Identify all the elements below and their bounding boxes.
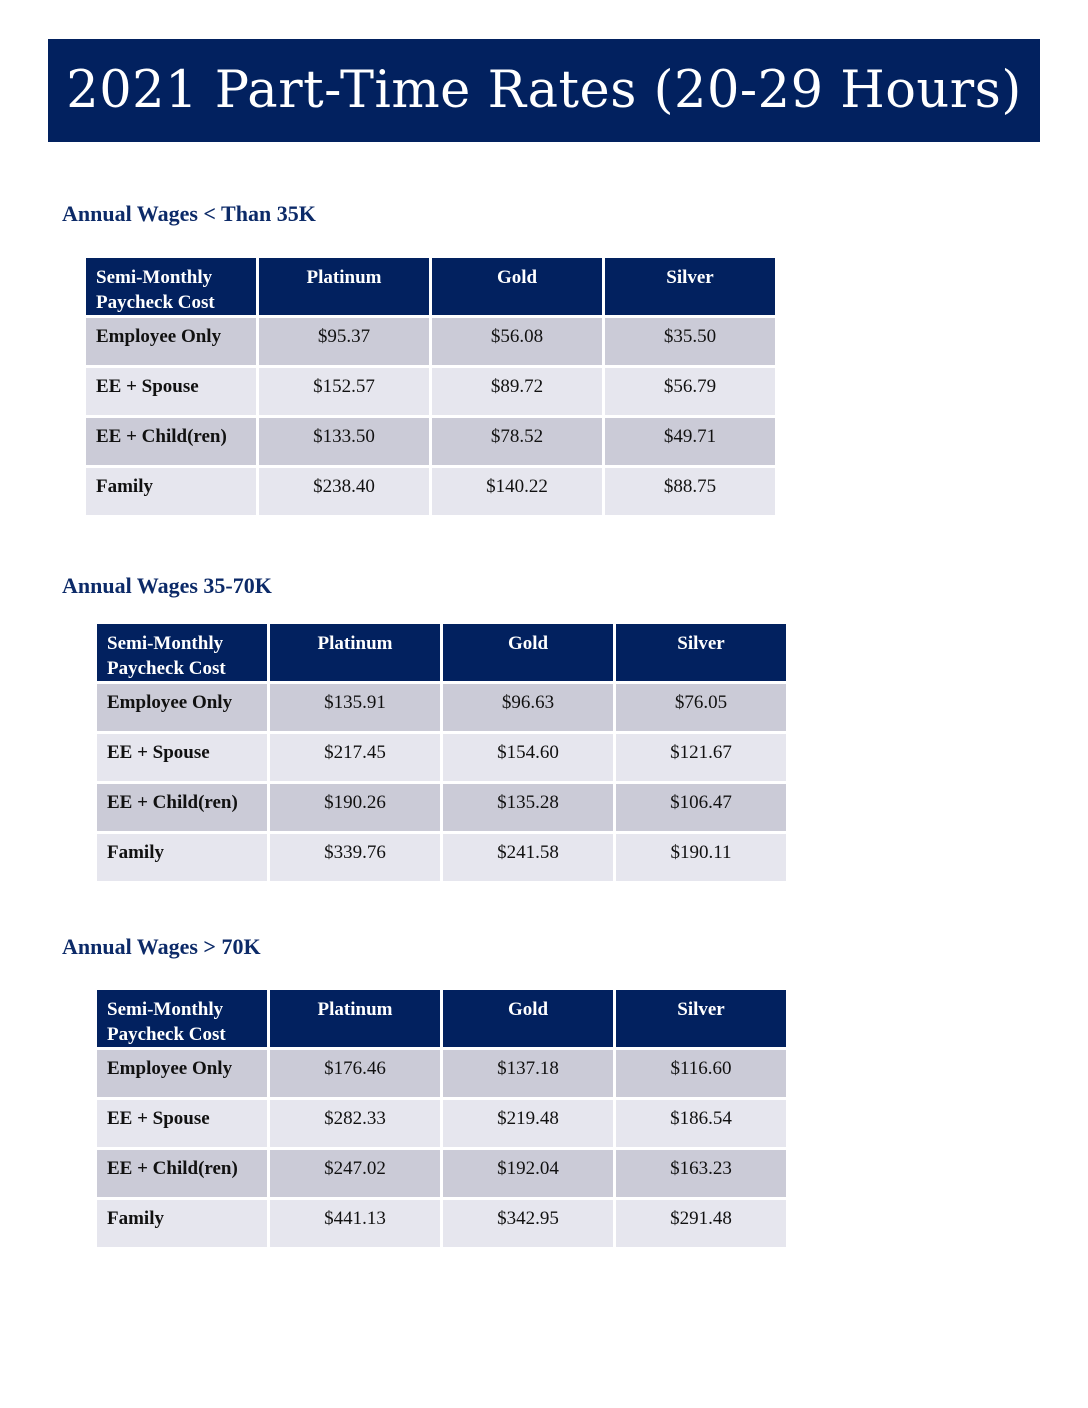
cell-gold: $154.60 bbox=[443, 734, 613, 781]
cell-silver: $88.75 bbox=[605, 468, 775, 515]
table-header-row bbox=[97, 990, 786, 1047]
header-cell-silver: Silver bbox=[616, 990, 786, 1047]
table-row bbox=[97, 684, 786, 731]
header-cell-corner bbox=[86, 258, 256, 315]
cell-silver: $190.11 bbox=[616, 834, 786, 881]
row-label: Family bbox=[97, 1200, 267, 1247]
cell-silver: $121.67 bbox=[616, 734, 786, 781]
cell-silver: $291.48 bbox=[616, 1200, 786, 1247]
cell-platinum: $176.46 bbox=[270, 1050, 440, 1097]
table-header-row bbox=[86, 258, 775, 315]
cell-gold: $192.04 bbox=[443, 1150, 613, 1197]
cell-silver: $163.23 bbox=[616, 1150, 786, 1197]
corner-label-line1: Semi-Monthly bbox=[96, 267, 213, 288]
cell-platinum: $190.26 bbox=[270, 784, 440, 831]
header-cell-gold: Gold bbox=[443, 990, 613, 1047]
cell-silver: $76.05 bbox=[616, 684, 786, 731]
header-cell-gold: Gold bbox=[432, 258, 602, 315]
row-label: EE + Spouse bbox=[86, 368, 256, 415]
cell-silver: $106.47 bbox=[616, 784, 786, 831]
cell-gold: $219.48 bbox=[443, 1100, 613, 1147]
row-label: EE + Child(ren) bbox=[97, 784, 267, 831]
row-label: Family bbox=[97, 834, 267, 881]
cell-gold: $135.28 bbox=[443, 784, 613, 831]
cell-platinum: $441.13 bbox=[270, 1200, 440, 1247]
cell-silver: $56.79 bbox=[605, 368, 775, 415]
corner-label-line2: Paycheck Cost bbox=[107, 658, 226, 679]
cell-gold: $56.08 bbox=[432, 318, 602, 365]
cell-gold: $241.58 bbox=[443, 834, 613, 881]
table-row bbox=[86, 418, 775, 465]
table-row bbox=[97, 1050, 786, 1097]
header-cell-platinum: Platinum bbox=[259, 258, 429, 315]
cell-silver: $49.71 bbox=[605, 418, 775, 465]
cell-gold: $96.63 bbox=[443, 684, 613, 731]
rates-table bbox=[94, 621, 789, 884]
table-row bbox=[86, 318, 775, 365]
row-label: Employee Only bbox=[86, 318, 256, 365]
row-label: EE + Child(ren) bbox=[97, 1150, 267, 1197]
row-label: EE + Child(ren) bbox=[86, 418, 256, 465]
cell-platinum: $247.02 bbox=[270, 1150, 440, 1197]
cell-platinum: $238.40 bbox=[259, 468, 429, 515]
table-row bbox=[97, 1200, 786, 1247]
header-cell-corner bbox=[97, 624, 267, 681]
table-row bbox=[97, 1150, 786, 1197]
corner-label-line2: Paycheck Cost bbox=[107, 1024, 226, 1045]
table-row bbox=[97, 784, 786, 831]
table-row bbox=[86, 468, 775, 515]
table-row bbox=[97, 734, 786, 781]
title-banner bbox=[48, 39, 1040, 142]
section-title: Annual Wages > 70K bbox=[62, 934, 261, 959]
cell-silver: $186.54 bbox=[616, 1100, 786, 1147]
row-label: Employee Only bbox=[97, 684, 267, 731]
section-title: Annual Wages 35-70K bbox=[62, 573, 272, 598]
cell-gold: $342.95 bbox=[443, 1200, 613, 1247]
cell-platinum: $217.45 bbox=[270, 734, 440, 781]
cell-silver: $116.60 bbox=[616, 1050, 786, 1097]
row-label: EE + Spouse bbox=[97, 1100, 267, 1147]
row-label: Family bbox=[86, 468, 256, 515]
row-label: EE + Spouse bbox=[97, 734, 267, 781]
header-cell-corner bbox=[97, 990, 267, 1047]
corner-label-line1: Semi-Monthly bbox=[107, 999, 224, 1020]
cell-gold: $89.72 bbox=[432, 368, 602, 415]
table-header-row bbox=[97, 624, 786, 681]
cell-silver: $35.50 bbox=[605, 318, 775, 365]
header-cell-silver: Silver bbox=[616, 624, 786, 681]
cell-gold: $137.18 bbox=[443, 1050, 613, 1097]
header-cell-platinum: Platinum bbox=[270, 624, 440, 681]
rates-table bbox=[94, 987, 789, 1250]
cell-platinum: $282.33 bbox=[270, 1100, 440, 1147]
cell-platinum: $152.57 bbox=[259, 368, 429, 415]
header-cell-silver: Silver bbox=[605, 258, 775, 315]
cell-gold: $78.52 bbox=[432, 418, 602, 465]
cell-platinum: $133.50 bbox=[259, 418, 429, 465]
corner-label-line2: Paycheck Cost bbox=[96, 292, 215, 313]
header-cell-gold: Gold bbox=[443, 624, 613, 681]
cell-platinum: $135.91 bbox=[270, 684, 440, 731]
table-row bbox=[97, 834, 786, 881]
corner-label-line1: Semi-Monthly bbox=[107, 633, 224, 654]
header-cell-platinum: Platinum bbox=[270, 990, 440, 1047]
row-label: Employee Only bbox=[97, 1050, 267, 1097]
rates-table bbox=[83, 255, 778, 518]
page-title: 2021 Part-Time Rates (20-29 Hours) bbox=[66, 61, 1022, 120]
cell-gold: $140.22 bbox=[432, 468, 602, 515]
cell-platinum: $339.76 bbox=[270, 834, 440, 881]
table-row bbox=[86, 368, 775, 415]
table-row bbox=[97, 1100, 786, 1147]
cell-platinum: $95.37 bbox=[259, 318, 429, 365]
section-title: Annual Wages < Than 35K bbox=[62, 201, 316, 226]
